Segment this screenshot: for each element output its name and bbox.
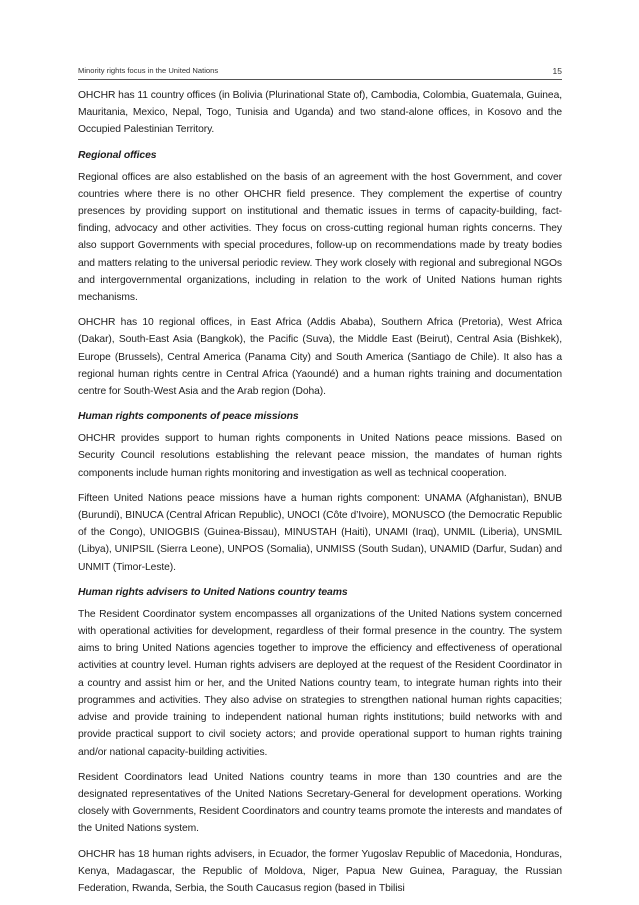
body-paragraph: Fifteen United Nations peace missions have a human rights component: UNAMA (Afghanistan), BNUB (Burundi), BINUCA (Central African Republic), UNOCI (Côte d’Ivoire), MONUSCO (the Democratic Republic of the Congo), UNIOGBIS (Guinea-Bissau), MINUSTAH (Haiti), UNAMI (Iraq), UNMIL (Liberia), UNSMIL (Libya), UNIPSIL (Sierra Leone), UNPOS (Somalia), UNMISS (South Sudan), UNAMID (Darfur, Sudan) and UNMIT (Timor-Leste).	[78, 492, 562, 573]
body-paragraph: Regional offices are also established on the basis of an agreement with the host Government, and cover countries where there is no other OHCHR field presence. They complement the expertise of country presences by providing support on institutional and thematic issues in terms of capacity-building, fact-finding, advocacy and other activities. They focus on cross-cutting regional human rights concerns. They also support Governments with special procedures, follow-up on recommendations made by treaty bodies and matters relating to the universal periodic review. They work closely with regional and subregional NGOs and intergovernmental organizations, including in relation to the work of United Nations human rights mechanisms.	[78, 171, 562, 304]
section-heading-regional-offices: Regional offices	[78, 149, 157, 161]
page-content	[78, 87, 562, 905]
body-paragraph: OHCHR has 18 human rights advisers, in Ecuador, the former Yugoslav Republic of Macedonia, Honduras, Kenya, Madagascar, the Republic of Moldova, Niger, Papua New Guinea, Paraguay, the Russian Federation, Rwanda, Serbia, the South Caucasus region (based in Tbilisi	[78, 848, 562, 894]
body-paragraph: OHCHR has 10 regional offices, in East Africa (Addis Ababa), Southern Africa (Pretoria), West Africa (Dakar), South-East Asia (Bangkok), the Pacific (Suva), the Middle East (Beirut), Central Asia (Bishkek), Europe (Brussels), Central America (Panama City) and South America (Santiago de Chile). It also has a regional human rights centre in Central Africa (Yaoundé) and a human rights training and documentation centre for South-West Asia and the Arab region (Doha).	[78, 317, 562, 398]
body-paragraph: Resident Coordinators lead United Nations country teams in more than 130 countries and are the designated representatives of the United Nations Secretary-General for development operations. Working closely with Governments, Resident Coordinators and country teams promote the interests and mandates of the United Nations system.	[78, 771, 562, 835]
running-title: Minority rights focus in the United Nations	[78, 66, 219, 75]
page-number: 15	[552, 66, 562, 76]
section-heading-peace-missions: Human rights components of peace missions	[78, 411, 299, 423]
intro-paragraph: OHCHR has 11 country offices (in Bolivia (Plurinational State of), Cambodia, Colombia, Guatemala, Guinea, Mauritania, Mexico, Nepal, Togo, Tunisia and Uganda) and two stand-alone offices, in Kosovo and the Occupied Palestinian Territory.	[78, 90, 562, 136]
section-heading-country-teams: Human rights advisers to United Nations country teams	[78, 586, 348, 598]
body-paragraph: OHCHR provides support to human rights components in United Nations peace missions. Based on Security Council resolutions establishing the relevant peace mission, the mandates of human rights components include human rights monitoring and investigation as well as technical cooperation.	[78, 433, 562, 479]
running-header	[78, 64, 562, 78]
header-rule	[78, 79, 562, 80]
body-paragraph: The Resident Coordinator system encompasses all organizations of the United Nations system concerned with operational activities for development, regardless of their formal presence in the country. The system aims to bring United Nations agencies together to improve the efficiency and effectiveness of operational activities at country level. Human rights advisers are deployed at the request of the Resident Coordinator in a country and assist him or her, and the United Nations country team, to integrate human rights into their programmes and activities. They also advise on strategies to strengthen national human rights capacities; advise and provide training to independent national human rights institutions; build networks with and provide practical support to civil society actors; and provide operational support to human rights training and/or national capacity-building activities.	[78, 608, 562, 758]
